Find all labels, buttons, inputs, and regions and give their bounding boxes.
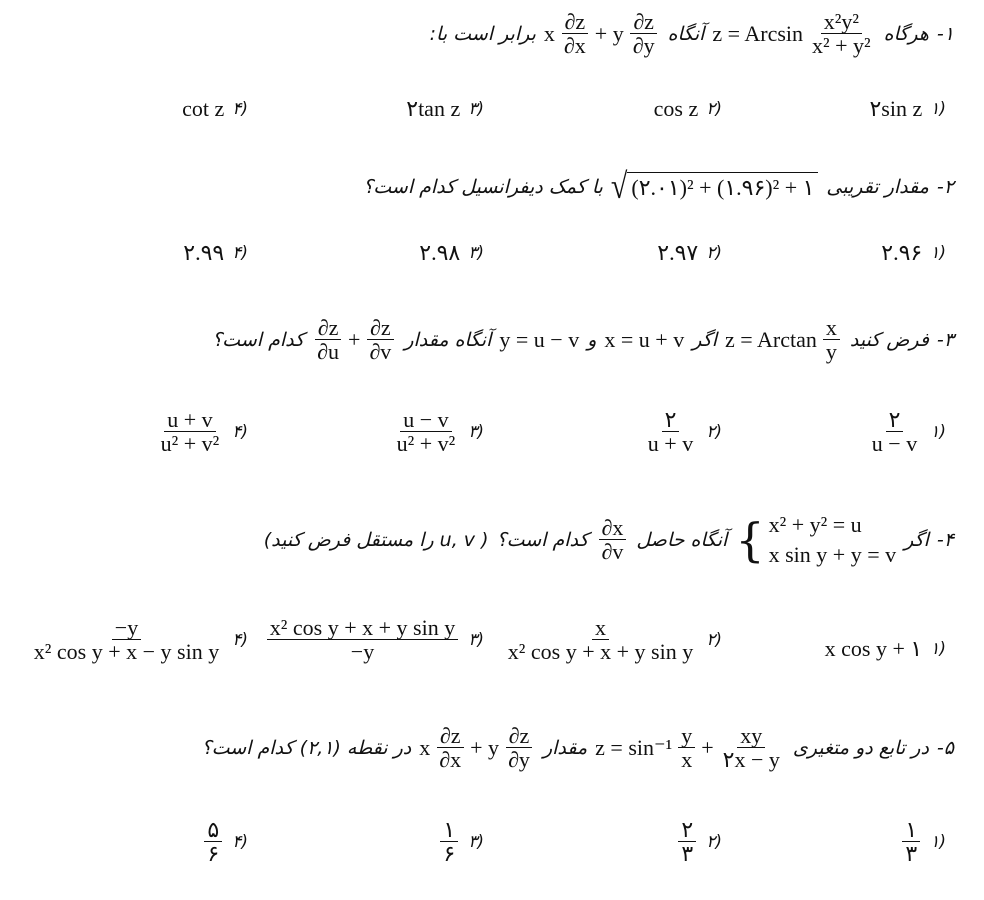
denominator: x² + y² bbox=[812, 33, 871, 59]
question-number: ۱- bbox=[936, 23, 954, 46]
denominator: u + v bbox=[647, 431, 694, 457]
radicand: (۲.۰۱)² + (۱.۹۶)² + ۱ bbox=[627, 172, 818, 202]
fraction bbox=[158, 408, 223, 456]
equation: x sin y + y = v bbox=[768, 541, 897, 567]
fraction bbox=[204, 818, 222, 866]
fraction bbox=[505, 724, 533, 772]
option-value bbox=[900, 818, 922, 866]
denominator: ۳ bbox=[681, 841, 694, 867]
option-value bbox=[156, 408, 225, 456]
option-1[interactable] bbox=[867, 408, 946, 456]
denominator: ∂v bbox=[601, 538, 624, 564]
option-number: (۴ bbox=[232, 422, 248, 443]
option-number: (۳ bbox=[468, 243, 484, 263]
formula-part: + y bbox=[470, 735, 500, 761]
option-number: (۲ bbox=[706, 422, 722, 443]
denominator: u² + v² bbox=[160, 431, 220, 457]
numerator: ۱ bbox=[902, 818, 920, 842]
option-value: cot z bbox=[182, 96, 225, 121]
formula bbox=[735, 510, 896, 569]
option-number: (۳ bbox=[468, 422, 484, 443]
numerator: ∂z bbox=[367, 316, 394, 340]
denominator: ∂y bbox=[632, 33, 655, 59]
option-3[interactable] bbox=[406, 96, 484, 122]
numerator: ۱ bbox=[440, 818, 458, 842]
numerator: y bbox=[678, 724, 695, 748]
option-2[interactable] bbox=[676, 818, 722, 866]
formula-part: z = Arctan bbox=[725, 327, 817, 353]
option-value bbox=[202, 818, 224, 866]
option-2[interactable] bbox=[503, 616, 722, 664]
option-number: (۲ bbox=[706, 99, 722, 119]
denominator: x² cos y + x + y sin y bbox=[507, 639, 694, 665]
fraction bbox=[440, 818, 458, 866]
denominator: ∂v bbox=[369, 339, 392, 365]
fraction bbox=[869, 408, 920, 456]
formula bbox=[595, 724, 785, 772]
option-number: (۱ bbox=[930, 422, 946, 443]
fraction bbox=[630, 10, 658, 58]
option-4[interactable] bbox=[156, 408, 248, 456]
option-value bbox=[503, 616, 698, 664]
option-value bbox=[392, 408, 461, 456]
question-number: ۴- bbox=[936, 528, 954, 551]
numerator: ∂z bbox=[437, 724, 464, 748]
option-value bbox=[676, 818, 698, 866]
formula bbox=[312, 316, 396, 364]
option-number: (۱ bbox=[930, 243, 946, 263]
question-number: ۳- bbox=[936, 329, 954, 352]
option-value: x cos y + ۱ bbox=[824, 636, 923, 661]
numerator: ∂z bbox=[562, 10, 589, 34]
option-2[interactable] bbox=[657, 240, 722, 266]
option-3[interactable] bbox=[265, 616, 484, 664]
question-note: ( u, v را مستقل فرض کنید) bbox=[263, 528, 489, 551]
option-number: (۲ bbox=[706, 630, 722, 651]
fraction bbox=[366, 316, 394, 364]
option-number: (۱ bbox=[930, 832, 946, 853]
question-number: ۵- bbox=[936, 737, 954, 760]
numerator: u + v bbox=[164, 408, 215, 432]
denominator: ۲x − y bbox=[722, 747, 780, 773]
numerator: x bbox=[823, 316, 840, 340]
option-value: ۲.۹۸ bbox=[419, 240, 461, 265]
question-text: در تابع دو متغیری bbox=[792, 737, 929, 760]
question-text: در نقطه (۲,۱) کدام است؟ bbox=[201, 737, 412, 760]
question-text: اگر bbox=[692, 329, 718, 352]
fraction bbox=[645, 408, 696, 456]
fraction bbox=[267, 616, 458, 664]
question-1-stem bbox=[430, 10, 954, 58]
option-value: ۲.۹۶ bbox=[881, 240, 923, 265]
question-2-stem bbox=[363, 166, 954, 207]
option-4[interactable] bbox=[183, 240, 248, 266]
numerator: ۲ bbox=[678, 818, 696, 842]
option-number: (۱ bbox=[930, 99, 946, 119]
denominator: ∂y bbox=[508, 747, 530, 773]
option-number: (۳ bbox=[468, 630, 484, 651]
fraction bbox=[561, 10, 589, 58]
formula-part: x bbox=[419, 735, 431, 761]
formula bbox=[597, 516, 629, 564]
option-3[interactable] bbox=[392, 408, 484, 456]
option-value: ۲.۹۹ bbox=[183, 240, 225, 265]
fraction bbox=[678, 724, 695, 772]
formula-part: + bbox=[701, 735, 714, 761]
option-2[interactable] bbox=[654, 96, 722, 122]
fraction bbox=[902, 818, 920, 866]
option-3[interactable] bbox=[419, 240, 484, 266]
denominator: y bbox=[825, 339, 837, 365]
formula bbox=[610, 166, 819, 207]
equation-system bbox=[769, 510, 897, 569]
numerator: u − v bbox=[400, 408, 451, 432]
numerator: ∂x bbox=[599, 516, 627, 540]
denominator: x bbox=[681, 747, 693, 773]
fraction bbox=[678, 818, 696, 866]
formula bbox=[604, 327, 684, 353]
question-3-stem bbox=[212, 316, 954, 364]
question-text: با کمک دیفرانسیل کدام است؟ bbox=[363, 176, 603, 198]
option-4[interactable] bbox=[29, 616, 248, 664]
option-value bbox=[867, 408, 922, 456]
option-number: (۴ bbox=[232, 832, 248, 853]
fraction bbox=[505, 616, 696, 664]
option-4[interactable] bbox=[202, 818, 248, 866]
denominator: ∂x bbox=[563, 33, 586, 59]
question-text: آنگاه bbox=[667, 23, 705, 46]
option-number: (۳ bbox=[468, 832, 484, 853]
option-value bbox=[29, 616, 224, 664]
denominator: ۶ bbox=[443, 841, 456, 867]
option-value bbox=[438, 818, 460, 866]
numerator: ۲ bbox=[886, 408, 904, 432]
option-number: (۴ bbox=[232, 99, 248, 119]
fraction bbox=[394, 408, 459, 456]
numerator: ۲ bbox=[662, 408, 680, 432]
fraction bbox=[823, 316, 840, 364]
formula bbox=[544, 10, 660, 58]
fraction bbox=[436, 724, 464, 772]
option-number: (۳ bbox=[468, 99, 484, 119]
question-text: مقدار bbox=[542, 737, 588, 760]
option-4[interactable] bbox=[182, 96, 248, 122]
equation: x² + y² = u bbox=[768, 512, 862, 537]
formula-part: x bbox=[543, 21, 555, 47]
option-1[interactable] bbox=[900, 818, 946, 866]
option-number: (۲ bbox=[706, 832, 722, 853]
formula-part: z = sin⁻¹ bbox=[595, 735, 673, 761]
option-value bbox=[643, 408, 698, 456]
formula-part: x = u + v bbox=[604, 327, 685, 353]
numerator: x bbox=[592, 616, 609, 640]
question-4-stem bbox=[264, 510, 954, 569]
radical-sign-icon: √ bbox=[610, 166, 628, 207]
question-text: مقدار تقریبی bbox=[826, 176, 929, 198]
numerator: ∂z bbox=[506, 724, 533, 748]
fraction bbox=[809, 10, 874, 58]
question-5-stem bbox=[202, 724, 955, 772]
formula bbox=[499, 327, 579, 353]
numerator: ∂z bbox=[315, 316, 342, 340]
numerator: xy bbox=[737, 724, 765, 748]
question-text: آنگاه حاصل bbox=[636, 528, 728, 551]
question-text: برابر است با: bbox=[429, 23, 536, 46]
question-text: هرگاه bbox=[883, 23, 929, 46]
question-text: اگر bbox=[904, 528, 929, 551]
formula bbox=[712, 10, 875, 58]
option-number: (۴ bbox=[232, 243, 248, 263]
denominator: ۶ bbox=[207, 841, 220, 867]
option-value: ۲tan z bbox=[406, 96, 461, 121]
option-1[interactable] bbox=[825, 636, 946, 662]
question-text: و bbox=[587, 329, 597, 352]
option-value: cos z bbox=[653, 96, 699, 121]
left-brace-icon: { bbox=[735, 512, 765, 567]
numerator: ۵ bbox=[204, 818, 222, 842]
denominator: u − v bbox=[871, 431, 918, 457]
formula-part: + y bbox=[594, 21, 624, 47]
numerator: x² cos y + x + y sin y bbox=[267, 616, 458, 640]
question-number: ۲- bbox=[936, 176, 954, 198]
option-2[interactable] bbox=[643, 408, 722, 456]
option-3[interactable] bbox=[438, 818, 484, 866]
formula-part: + bbox=[348, 327, 361, 353]
fraction bbox=[599, 516, 627, 564]
square-root bbox=[610, 166, 819, 207]
option-1[interactable] bbox=[881, 240, 946, 266]
question-text: کدام است؟ bbox=[212, 329, 305, 352]
option-value bbox=[265, 616, 460, 664]
fraction bbox=[720, 724, 783, 772]
denominator: ∂x bbox=[439, 747, 462, 773]
option-number: (۴ bbox=[232, 630, 248, 651]
question-text: فرض کنید bbox=[849, 329, 929, 352]
option-value: ۲sin z bbox=[869, 96, 923, 121]
formula-part: y = u − v bbox=[499, 327, 580, 353]
denominator: ∂u bbox=[317, 339, 340, 365]
question-text: آنگاه مقدار bbox=[404, 329, 492, 352]
option-1[interactable] bbox=[869, 96, 946, 122]
fraction bbox=[31, 616, 222, 664]
option-number: (۱ bbox=[930, 639, 946, 659]
option-number: (۲ bbox=[706, 243, 722, 263]
denominator: u² + v² bbox=[396, 431, 456, 457]
denominator: x² cos y + x − y sin y bbox=[33, 639, 220, 665]
formula bbox=[725, 316, 842, 364]
numerator: ∂z bbox=[630, 10, 657, 34]
numerator: −y bbox=[112, 616, 141, 640]
question-text: کدام است؟ bbox=[496, 528, 589, 551]
fraction bbox=[314, 316, 342, 364]
denominator: ۳ bbox=[905, 841, 918, 867]
formula bbox=[419, 724, 535, 772]
denominator: −y bbox=[350, 639, 375, 665]
numerator: x²y² bbox=[821, 10, 862, 34]
option-value: ۲.۹۷ bbox=[657, 240, 699, 265]
formula-part: z = Arcsin bbox=[712, 21, 804, 47]
